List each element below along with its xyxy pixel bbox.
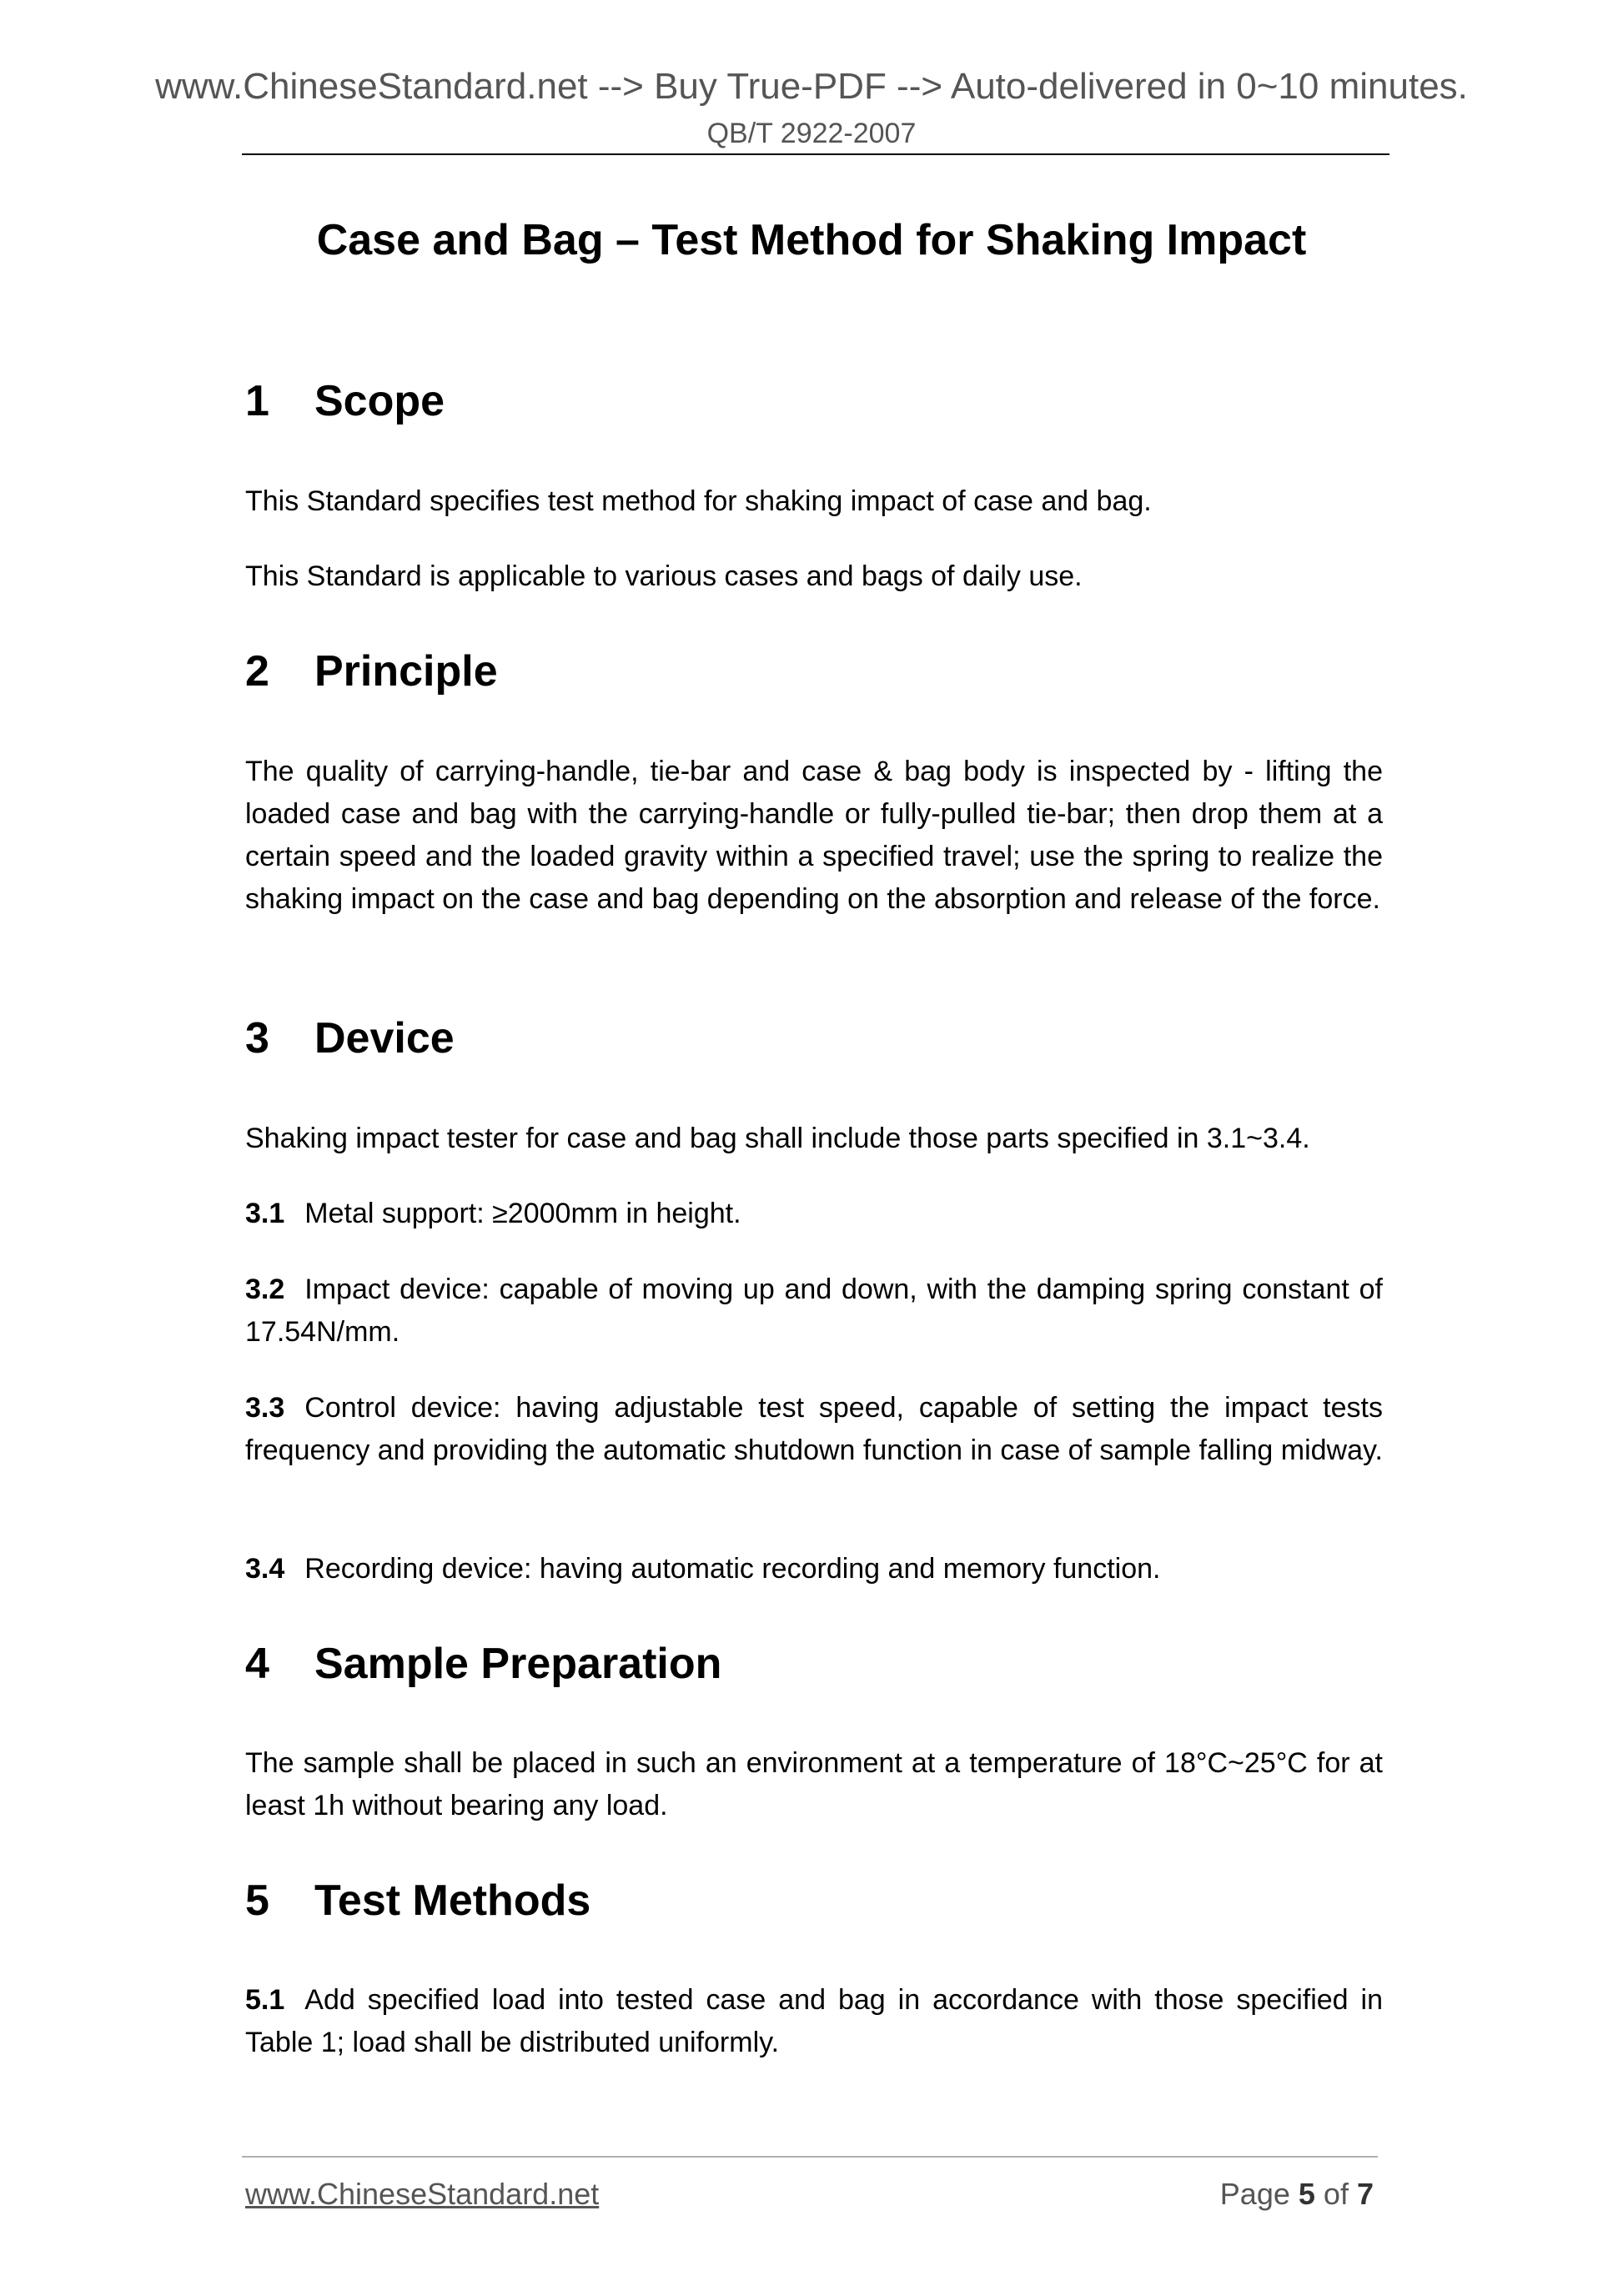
clause-number: 3.4 [245, 1553, 285, 1585]
clause [245, 1979, 1383, 2064]
paragraph: Shaking impact tester for case and bag shall include those parts specified in 3.1~3.4. [245, 1123, 1310, 1154]
section-heading-principle [245, 644, 498, 699]
page-total: 7 [1356, 2177, 1374, 2211]
clause [245, 1193, 1383, 1235]
section-heading-sample-preparation [245, 1636, 721, 1691]
clause-number: 3.3 [245, 1392, 285, 1424]
paragraph: The quality of carrying-handle, tie-bar and case & bag body is inspected by - lifting the loaded case and bag with the carrying-handle or fully-pulled tie-bar; then drop them at a certain speed and the loaded gravity within a specified travel; use the spring to realize the shaking impact on the case and bag depending on the absorption and release of the force. [245, 756, 1383, 915]
section-heading-scope [245, 374, 445, 429]
paragraph: This Standard specifies test method for shaking impact of case and bag. [245, 485, 1152, 517]
header-divider [242, 153, 1389, 155]
clause [245, 1269, 1383, 1354]
page-indicator [1220, 2175, 1374, 2213]
clause-number: 3.1 [245, 1198, 285, 1229]
footer-divider [242, 2156, 1378, 2158]
section-number: 2 [245, 647, 269, 696]
section-title: Sample Preparation [314, 1640, 722, 1688]
section-number: 3 [245, 1014, 269, 1063]
footer-website-link[interactable]: www.ChineseStandard.net [245, 2177, 600, 2211]
clause-number: 5.1 [245, 1984, 285, 2016]
clause-number: 3.2 [245, 1274, 285, 1305]
standard-code: QB/T 2922-2007 [706, 118, 917, 149]
document-title: Case and Bag – Test Method for Shaking Impact [316, 216, 1307, 264]
section-title: Principle [314, 647, 498, 696]
header-banner[interactable]: www.ChineseStandard.net --> Buy True-PDF --> Auto-delivered in 0~10 minutes. [155, 66, 1468, 107]
clause [245, 1548, 1383, 1590]
paragraph: This Standard is applicable to various cases and bags of daily use. [245, 560, 1083, 592]
clause-text: Add specified load into tested case and bag in accordance with those specified in Table 1; load shall be distributed uniformly. [245, 1984, 1383, 2058]
clause-text: Impact device: capable of moving up and down, with the damping spring constant of 17.54N/mm. [245, 1274, 1383, 1348]
section-number: 4 [245, 1640, 269, 1688]
section-title: Test Methods [314, 1876, 591, 1925]
clause [245, 1387, 1383, 1472]
clause-text: Metal support: ≥2000mm in height. [304, 1198, 741, 1229]
section-heading-test-methods [245, 1873, 590, 1928]
section-number: 1 [245, 377, 269, 425]
page-of-label: of [1323, 2177, 1349, 2211]
page-current: 5 [1298, 2177, 1315, 2211]
clause-text: Control device: having adjustable test speed, capable of setting the impact tests frequency and providing the automatic shutdown function in case of sample falling midway. [245, 1392, 1383, 1466]
paragraph: The sample shall be placed in such an environment at a temperature of 18°C~25°C for at least 1h without bearing any load. [245, 1747, 1383, 1821]
section-number: 5 [245, 1876, 269, 1925]
clause-text: Recording device: having automatic recording and memory function. [304, 1553, 1161, 1585]
section-heading-device [245, 1011, 455, 1066]
page-label: Page [1219, 2177, 1290, 2211]
section-title: Device [314, 1014, 455, 1063]
section-title: Scope [314, 377, 445, 425]
